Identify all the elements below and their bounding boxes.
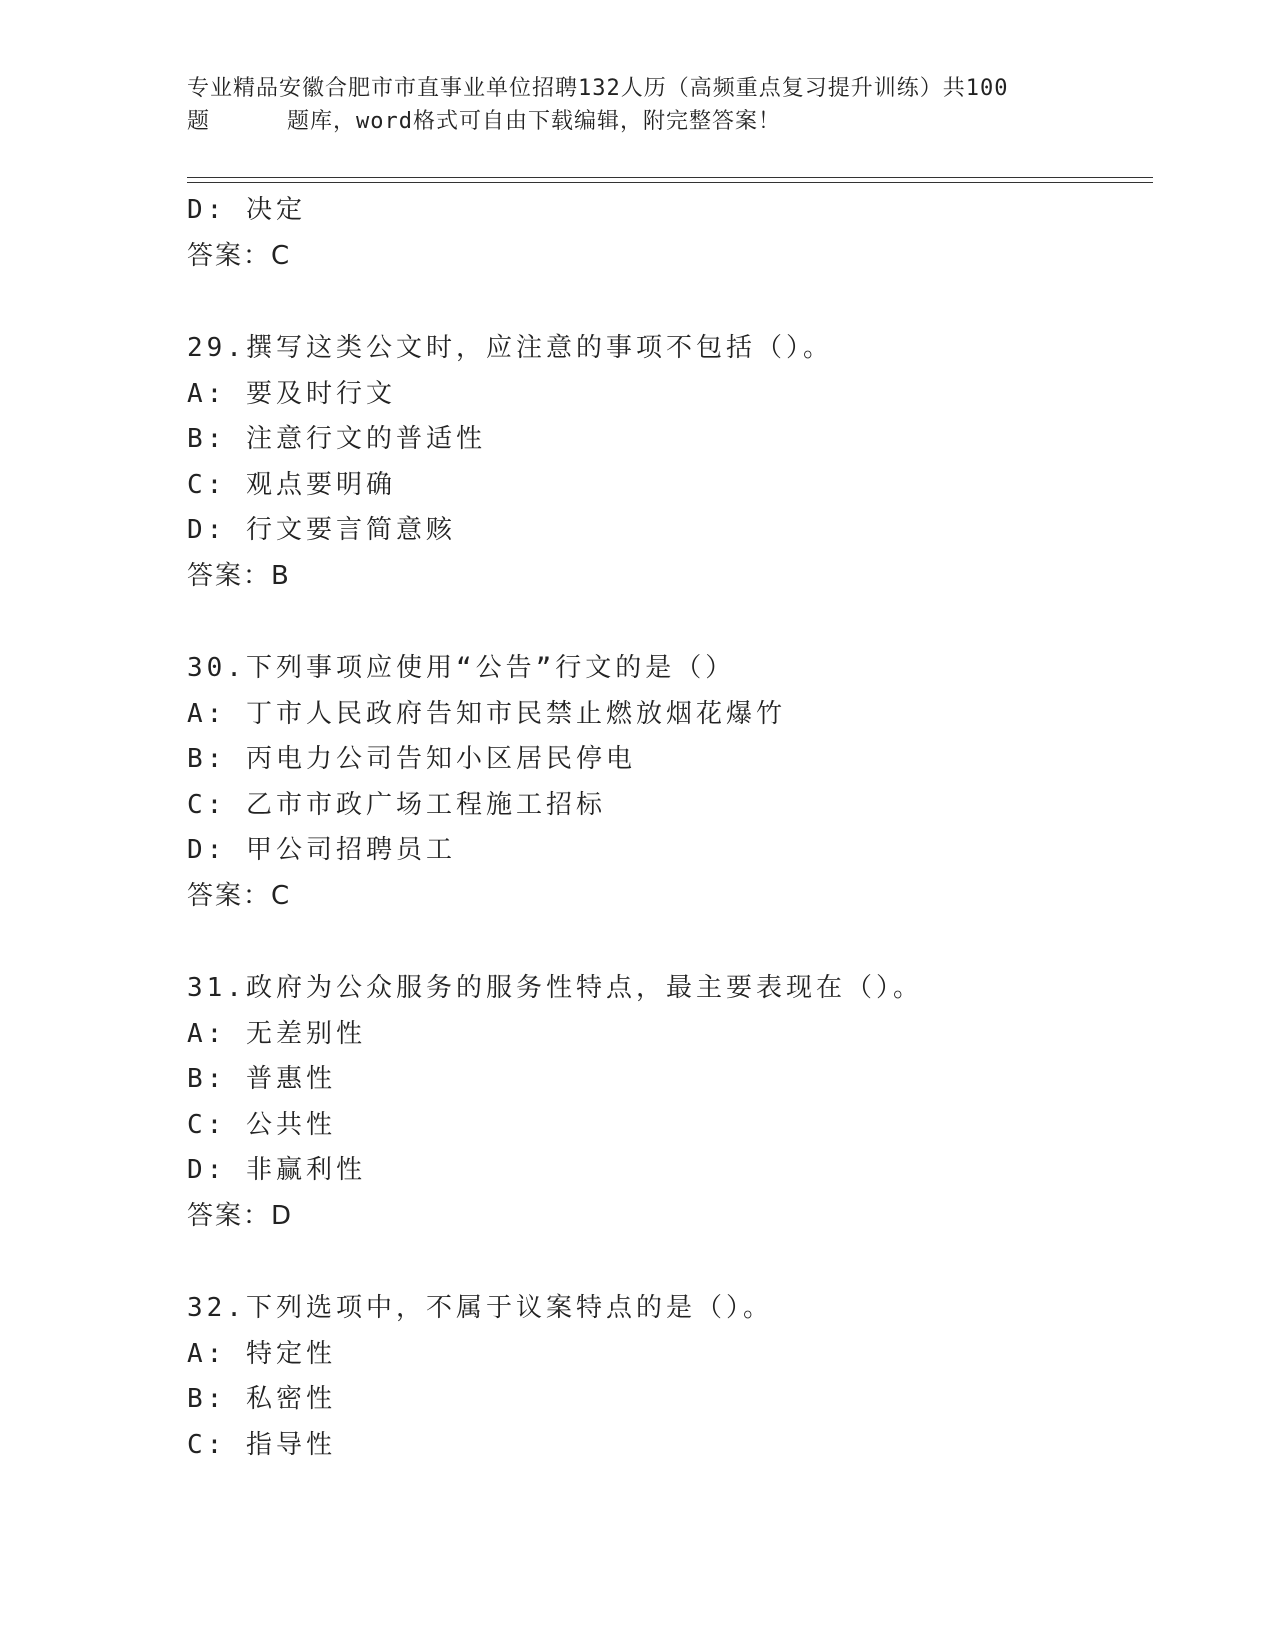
question-29 [187,326,1153,599]
option-c: C: 观点要明确 [187,469,396,500]
question-stem: 32.下列选项中，不属于议案特点的是（）。 [187,1293,773,1323]
answer-line: 答案：C [187,880,292,911]
option-b: B: 私密性 [187,1384,336,1414]
question-30 [187,646,1153,919]
option-a: A: 特定性 [187,1338,336,1369]
option-b: B: 注意行文的普适性 [187,424,486,454]
document-header [187,72,1087,138]
header-divider-bottom [187,182,1153,183]
question-31 [187,966,1153,1239]
question-stem: 29.撰写这类公文时，应注意的事项不包括（）。 [187,333,833,363]
option-b: B: 普惠性 [187,1064,336,1094]
option-d: D: 非赢利性 [187,1155,366,1185]
header-title-line2-prefix: 题 [187,109,211,134]
option-d: D: 甲公司招聘员工 [187,835,456,865]
header-divider-top [187,177,1153,178]
option-a: A: 丁市人民政府告知市民禁止燃放烟花爆竹 [187,698,786,729]
question-stem: 31.政府为公众服务的服务性特点，最主要表现在（）。 [187,973,923,1003]
option-a: A: 要及时行文 [187,378,396,409]
answer-line: 答案：D [187,1200,294,1231]
header-title-line2-text: 题库，word格式可自由下载编辑，附完整答案！ [287,109,781,134]
header-title-line1: 专业精品安徽合肥市市直事业单位招聘132人历（高频重点复习提升训练）共100 [187,76,1009,101]
option-a: A: 无差别性 [187,1018,366,1049]
question-stem: 30.下列事项应使用“公告”行文的是（） [187,653,736,683]
answer-line: 答案：C [187,240,292,271]
option-c: C: 乙市市政广场工程施工招标 [187,789,606,820]
question-32 [187,1286,1153,1468]
option-d: D: 行文要言简意赅 [187,515,456,545]
option-b: B: 丙电力公司告知小区居民停电 [187,744,636,774]
option-c: C: 指导性 [187,1429,336,1460]
header-title-line2 [187,105,1087,138]
option-d: D: 决定 [187,195,306,225]
option-c: C: 公共性 [187,1109,336,1140]
answer-line: 答案：B [187,560,291,591]
question-fragment-28 [187,188,1153,279]
question-list [187,188,1153,1468]
